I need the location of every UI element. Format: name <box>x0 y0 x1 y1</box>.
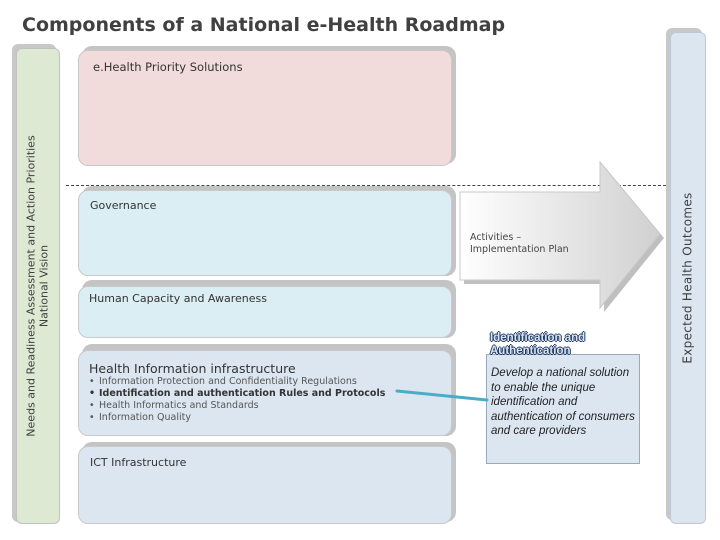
activities-label <box>470 232 569 256</box>
identification-title <box>490 332 640 358</box>
bullet-text: Health Informatics and Standards <box>99 400 259 411</box>
bullet-text: Identification and authentication Rules and Protocols <box>99 388 386 399</box>
bullet-icon: • <box>89 400 95 411</box>
bullet-icon: • <box>89 376 95 387</box>
governance-box <box>78 190 452 276</box>
governance-label: Governance <box>90 199 157 212</box>
human-capacity-label: Human Capacity and Awareness <box>89 292 267 305</box>
bullet-text: Information Quality <box>99 412 191 423</box>
human-capacity-box <box>78 286 452 338</box>
bullet-icon: • <box>89 388 96 399</box>
health-info-bullet <box>89 400 385 412</box>
page-title: Components of a National e-Health Roadmap <box>22 14 506 36</box>
ict-infrastructure-box <box>78 446 452 524</box>
health-info-bullet <box>89 376 385 388</box>
left-panel-label <box>25 135 51 436</box>
health-info-title: Health Information infrastructure <box>89 361 296 376</box>
bullet-text: Information Protection and Confidentiality Regulations <box>99 376 357 387</box>
priority-solutions-box <box>78 50 452 166</box>
connector-line <box>395 388 491 410</box>
health-info-bullet-highlighted <box>89 388 385 400</box>
ict-infrastructure-label: ICT Infrastructure <box>90 456 187 469</box>
bullet-icon: • <box>89 412 95 423</box>
left-panel-label-wrap <box>16 48 60 524</box>
identification-title-line2: Authentication <box>490 345 571 357</box>
right-panel-label: Expected Health Outcomes <box>681 192 695 364</box>
right-panel-label-wrap <box>670 32 706 524</box>
left-panel-label-line1: Needs and Readiness Assessment and Action Priorities <box>25 135 38 437</box>
health-info-bullet-list <box>89 376 385 424</box>
identification-description: Develop a national solution to enable the unique identification and authentication of consumers and care providers <box>491 367 635 437</box>
priority-solutions-label: e.Health Priority Solutions <box>93 60 243 74</box>
activities-label-line2: Implementation Plan <box>470 244 569 255</box>
identification-title-line1: Identification and <box>490 332 586 344</box>
activities-label-line1: Activities – <box>470 232 522 243</box>
health-info-bullet <box>89 412 385 424</box>
left-panel-label-line2: National Vision <box>38 244 51 328</box>
